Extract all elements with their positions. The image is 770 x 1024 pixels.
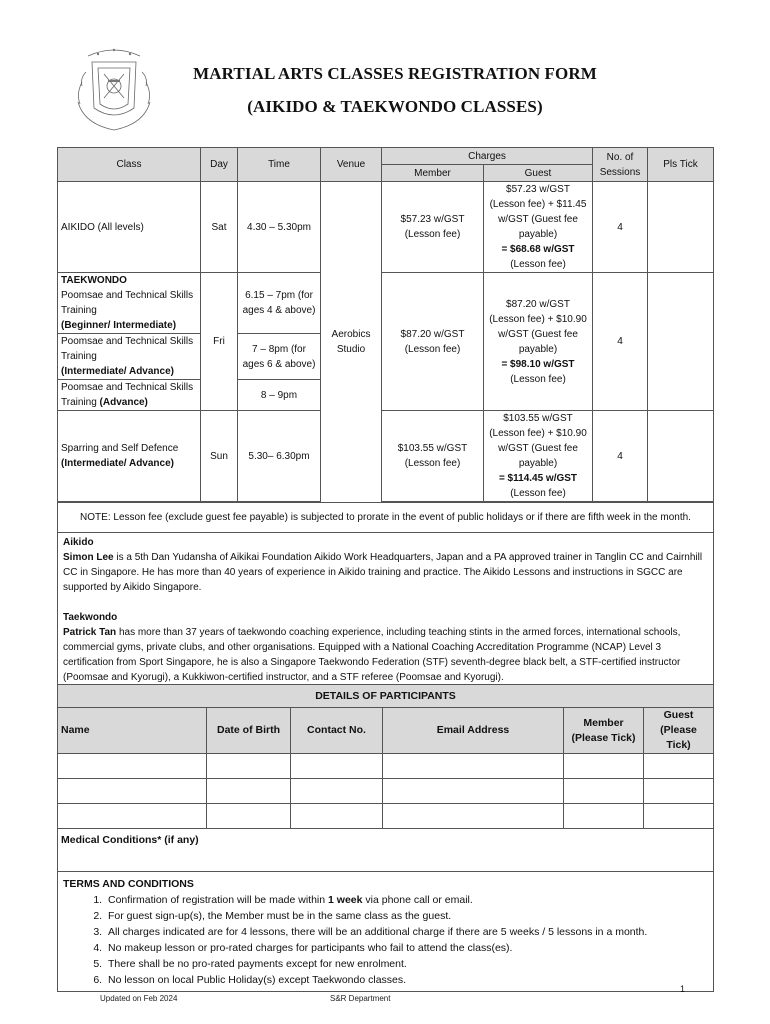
aikido-time: 4.30 – 5.30pm [238, 182, 321, 273]
taekwondo-guest-fee-note: (Lesson fee) [510, 373, 566, 385]
taekwondo-tick-box[interactable] [648, 273, 714, 411]
aikido-bio-heading: Aikido [63, 537, 94, 548]
instructor-bios [58, 533, 714, 688]
participant-guest-tick[interactable] [644, 804, 714, 829]
terms-heading: TERMS AND CONDITIONS [63, 878, 194, 890]
aikido-tick-box[interactable] [648, 182, 714, 273]
participant-name-field[interactable] [58, 804, 207, 829]
taekwondo-guest-fee-detail: $87.20 w/GST (Lesson fee) + $10.90 w/GST (Guest fee payable) [489, 298, 587, 355]
form-title: MARTIAL ARTS CLASSES REGISTRATION FORM [193, 64, 597, 83]
taekwondo-bio-text: has more than 37 years of taekwondo coaching experience, including teaching stints in the armed forces, international schools, commercial gyms, private clubs, and other organisations. Equipped with a National Coaching Accreditation Programme (NCAP) Level 3 certification from Sport Singapore, he is also a Singapore Taekwondo Federation (STF) seventh-degree black belt, a STF-certified instructor (Poomsae and Kyorugi), a Kukkiwon-certified instructor, and a STF referee (Poomsae and Kyorugi). [63, 627, 681, 683]
taekwondo-row2-level: (Intermediate/ Advance) [61, 366, 174, 377]
sparring-label: Sparring and Self Defence [61, 443, 179, 454]
terms-item: 1. Confirmation of registration will be made within 1 week via phone call or email. [105, 892, 708, 908]
table-row [58, 754, 714, 779]
sparring-guest-fee-total: = $114.45 w/GST [498, 473, 578, 484]
taekwondo-row2-label: Poomsae and Technical Skills Training [61, 336, 194, 362]
medical-conditions-label: Medical Conditions* (if any) [61, 834, 199, 846]
taekwondo-guest-fee [484, 273, 593, 411]
classes-table [57, 147, 714, 688]
taekwondo-beginner-class [58, 273, 201, 334]
participant-dob-field[interactable] [207, 754, 291, 779]
participant-member-tick[interactable] [564, 779, 644, 804]
taekwondo-heading: TAEKWONDO [61, 275, 127, 286]
participant-name-header: Name [58, 708, 207, 754]
col-time-header: Time [238, 148, 321, 182]
table-row [58, 779, 714, 804]
sparring-guest-fee-detail: $103.55 w/GST (Lesson fee) + $10.90 w/GST (Guest fee payable) [489, 413, 587, 469]
participants-heading: DETAILS OF PARTICIPANTS [58, 685, 714, 708]
participant-guest-header: Guest (Please Tick) [644, 708, 714, 754]
col-tick-header: Pls Tick [648, 148, 714, 182]
terms-item: 3. All charges indicated are for 4 lessons, there will be an additional charge if there are 5 weeks / 5 lessons in a month. [105, 924, 708, 940]
terms-item: 6. No lesson on local Public Holiday(s) except Taekwondo classes. [105, 972, 708, 988]
taekwondo-row1-label: Poomsae and Technical Skills Training [61, 290, 194, 316]
participant-guest-tick[interactable] [644, 779, 714, 804]
aikido-instructor-name: Simon Lee [63, 552, 114, 563]
club-crest-logo [68, 42, 160, 136]
col-charges-header: Charges [382, 148, 593, 165]
taekwondo-intermediate-class [58, 334, 201, 380]
sparring-day: Sun [201, 411, 238, 502]
col-sessions-header: No. of Sessions [593, 148, 648, 182]
aikido-sessions: 4 [593, 182, 648, 273]
participants-table [57, 684, 714, 992]
participant-email-field[interactable] [383, 804, 564, 829]
sparring-class [58, 411, 201, 502]
participant-name-field[interactable] [58, 754, 207, 779]
participant-dob-field[interactable] [207, 804, 291, 829]
participant-guest-tick[interactable] [644, 754, 714, 779]
aikido-class-name: AIKIDO (All levels) [58, 182, 201, 273]
department-label: S&R Department [330, 994, 391, 1003]
aikido-member-fee: $57.23 w/GST (Lesson fee) [382, 182, 484, 273]
taekwondo-member-fee: $87.20 w/GST (Lesson fee) [382, 273, 484, 411]
taekwondo-bio-heading: Taekwondo [63, 612, 118, 623]
table-row [58, 804, 714, 829]
terms-item: 2. For guest sign-up(s), the Member must be in the same class as the guest. [105, 908, 708, 924]
aikido-guest-fee-note: (Lesson fee) [510, 259, 566, 270]
aikido-guest-fee-detail: $57.23 w/GST (Lesson fee) + $11.45 w/GST (Guest fee payable) [489, 184, 587, 240]
taekwondo-row1-level: (Beginner/ Intermediate) [61, 320, 177, 331]
participant-name-field[interactable] [58, 779, 207, 804]
col-venue-header: Venue [321, 148, 382, 182]
participant-member-tick[interactable] [564, 754, 644, 779]
sparring-guest-fee [484, 411, 593, 502]
medical-conditions-field[interactable] [58, 829, 714, 872]
form-subtitle: (AIKIDO & TAEKWONDO CLASSES) [247, 97, 543, 116]
sparring-time: 5.30– 6.30pm [238, 411, 321, 502]
participant-email-header: Email Address [383, 708, 564, 754]
taekwondo-instructor-name: Patrick Tan [63, 627, 117, 638]
aikido-day: Sat [201, 182, 238, 273]
col-member-header: Member [382, 165, 484, 182]
sparring-level: (Intermediate/ Advance) [61, 458, 174, 469]
participant-contact-header: Contact No. [291, 708, 383, 754]
taekwondo-row3-time: 8 – 9pm [238, 380, 321, 411]
taekwondo-row1-time: 6.15 – 7pm (for ages 4 & above) [238, 273, 321, 334]
terms-section [58, 872, 714, 992]
taekwondo-day: Fri [201, 273, 238, 411]
terms-item: 5. There shall be no pro-rated payments except for new enrolment. [105, 956, 708, 972]
participant-contact-field[interactable] [291, 754, 383, 779]
sparring-sessions: 4 [593, 411, 648, 502]
participant-dob-header: Date of Birth [207, 708, 291, 754]
sparring-member-fee: $103.55 w/GST (Lesson fee) [382, 411, 484, 502]
participant-member-header: Member (Please Tick) [564, 708, 644, 754]
participant-member-tick[interactable] [564, 804, 644, 829]
aikido-guest-fee-total: = $68.68 w/GST [501, 244, 575, 255]
taekwondo-row3-level: (Advance) [99, 397, 148, 408]
col-class-header: Class [58, 148, 201, 182]
page-number: 1 [680, 984, 686, 994]
taekwondo-row3-label: Poomsae and Technical Skills Training [61, 382, 194, 408]
taekwondo-advance-class [58, 380, 201, 411]
col-day-header: Day [201, 148, 238, 182]
updated-date: Updated on Feb 2024 [100, 994, 178, 1003]
aikido-bio-text: is a 5th Dan Yudansha of Aikikai Foundation Aikido Work Headquarters, Japan and a PA approved trainer in Tanglin CC and Cairnhill CC in Singapore. He has more than 40 years of experience in Aikido training and practice. The Aikido Lessons and instructions in SGCC are supported by Aikido Singapore. [63, 552, 703, 593]
participant-email-field[interactable] [383, 779, 564, 804]
taekwondo-guest-fee-total: = $98.10 w/GST [501, 358, 575, 370]
taekwondo-row2-time: 7 – 8pm (for ages 6 & above) [238, 334, 321, 380]
col-guest-header: Guest [484, 165, 593, 182]
venue-cell: Aerobics Studio [321, 182, 382, 503]
terms-item: 4. No makeup lesson or pro-rated charges for participants who fail to attend the class(es). [105, 940, 708, 956]
participant-contact-field[interactable] [291, 804, 383, 829]
taekwondo-sessions: 4 [593, 273, 648, 411]
participant-contact-field[interactable] [291, 779, 383, 804]
participant-dob-field[interactable] [207, 779, 291, 804]
sparring-tick-box[interactable] [648, 411, 714, 502]
sparring-guest-fee-note: (Lesson fee) [510, 488, 566, 499]
participant-email-field[interactable] [383, 754, 564, 779]
aikido-guest-fee [484, 182, 593, 273]
prorate-note: NOTE: Lesson fee (exclude guest fee payable) is subjected to prorate in the event of public holidays or if there are fifth week in the month. [58, 503, 714, 533]
